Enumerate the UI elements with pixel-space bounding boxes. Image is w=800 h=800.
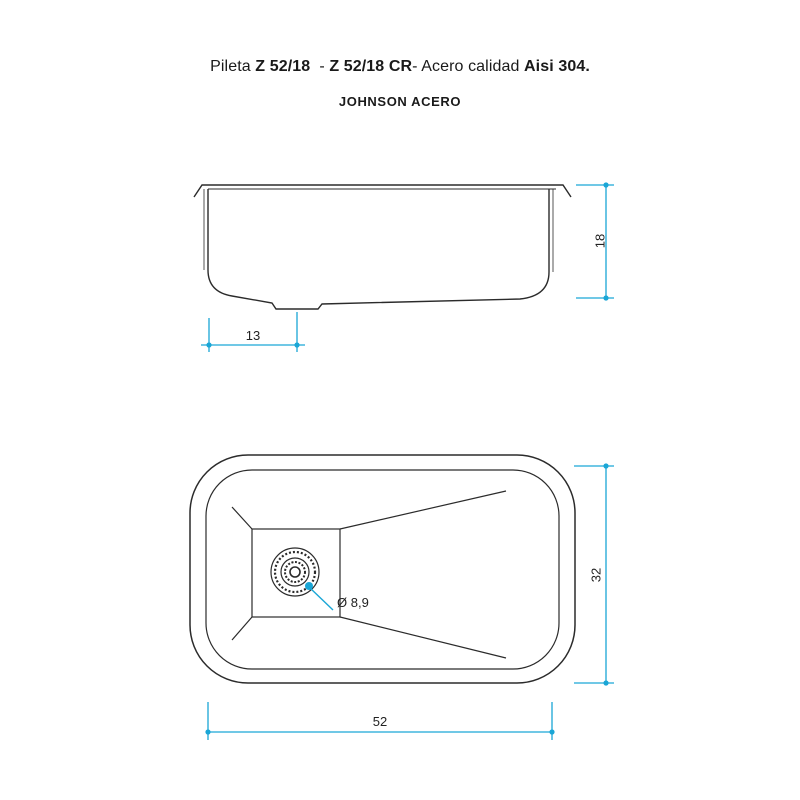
length-label: 52 [372,714,388,729]
model-b: Z 52/18 CR [329,58,413,75]
top-view [190,455,575,683]
brand-name: JOHNSON ACERO [338,94,462,109]
drain-diameter-callout [305,582,333,610]
side-view-rim [194,185,571,197]
title-middle: - Acero calidad [412,58,525,75]
depth-label: 18 [592,233,608,249]
title-separator: - [310,58,330,75]
sink-outer-rim [190,455,575,683]
drain-diameter-label: Ø 8,9 [337,595,369,610]
width-label: 32 [588,567,604,583]
sink-basin-edge [206,470,559,669]
material-grade: Aisi 304. [524,58,590,75]
title-prefix: Pileta [210,58,256,75]
basin-slope-lines [232,491,506,658]
drain-offset-label: 13 [245,328,261,343]
model-a: Z 52/18 [255,58,311,75]
side-view [194,185,571,309]
side-view-body [208,189,549,309]
